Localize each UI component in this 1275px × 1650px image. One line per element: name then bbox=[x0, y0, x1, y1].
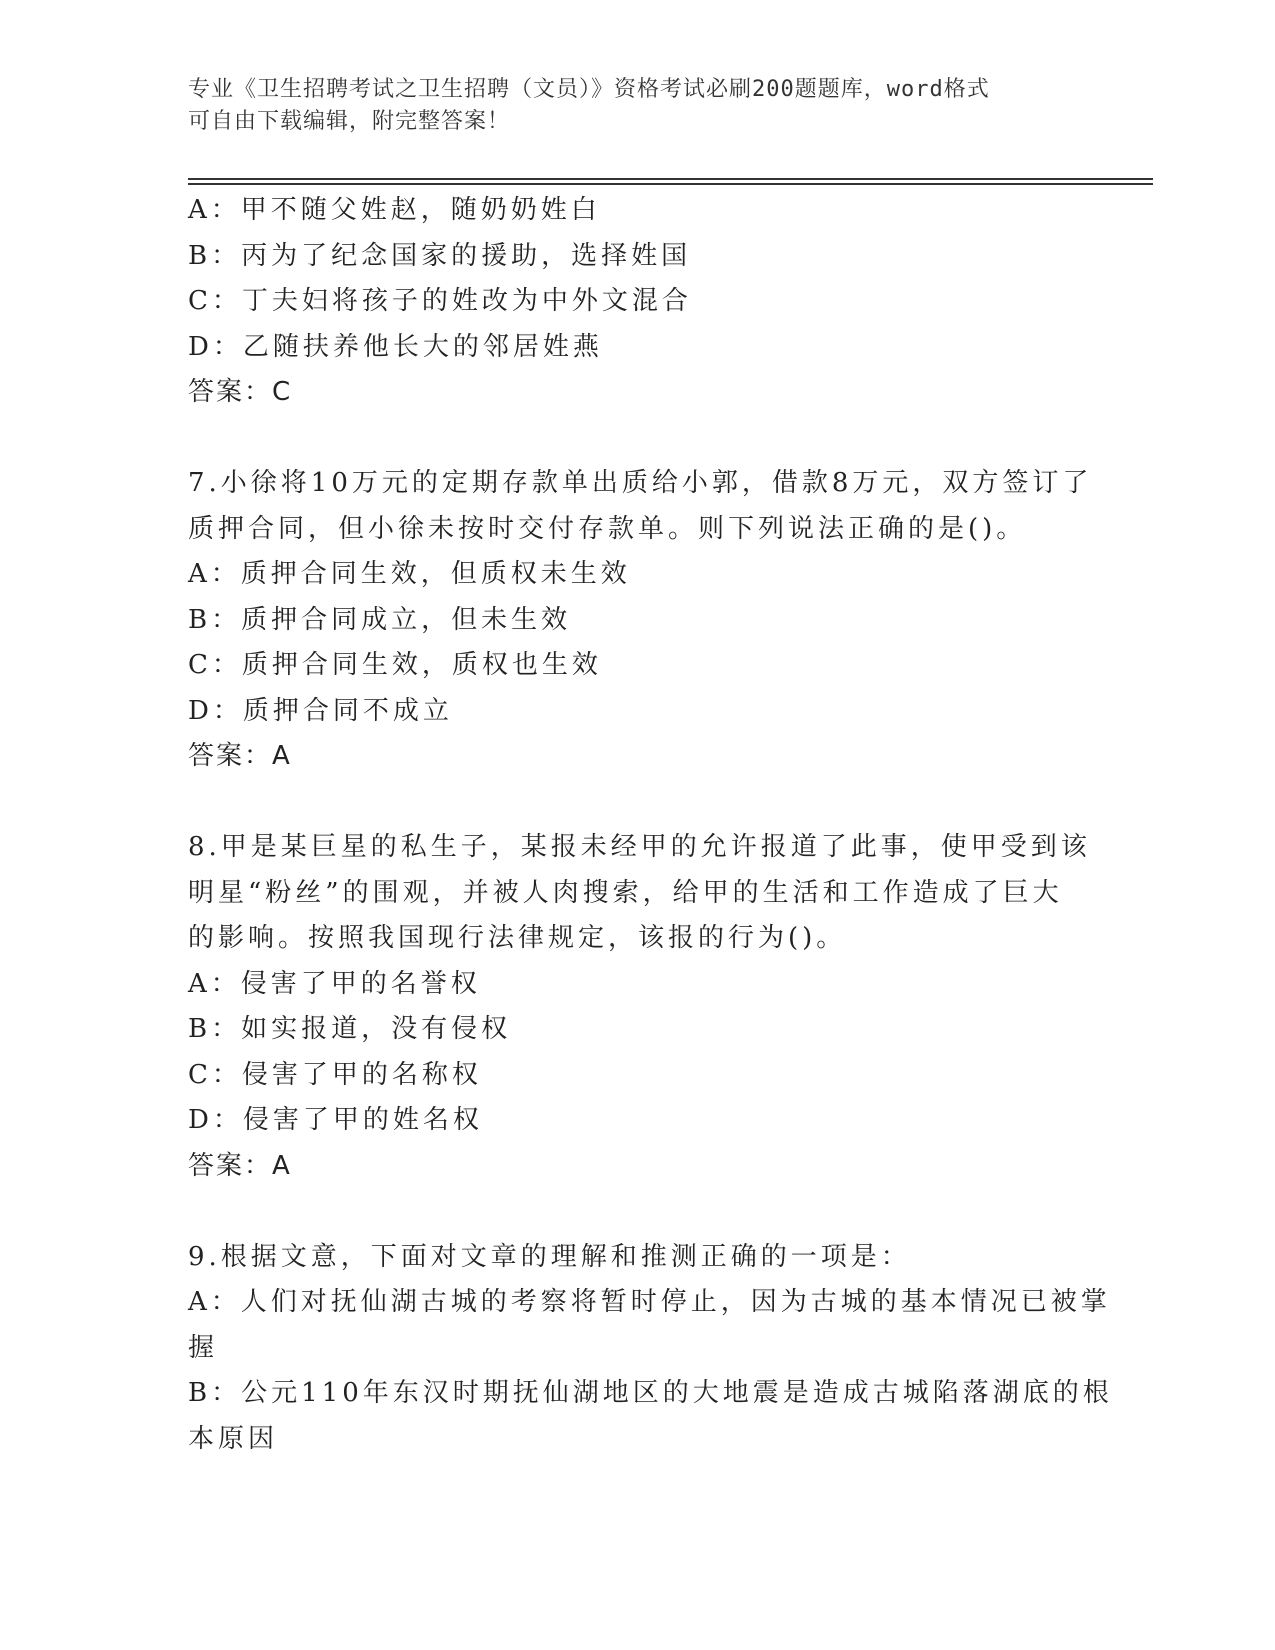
q8-answer: 答案：A bbox=[188, 1150, 292, 1181]
q9-option-a-line-2: 握 bbox=[188, 1332, 219, 1363]
q7-stem-line-2: 质押合同，但小徐未按时交付存款单。则下列说法正确的是()。 bbox=[188, 513, 1027, 544]
q6-option-d: D：乙随扶养他长大的邻居姓燕 bbox=[188, 331, 603, 362]
question-8 bbox=[188, 825, 1091, 1189]
document-body bbox=[188, 188, 1113, 1462]
question-9 bbox=[188, 1235, 1113, 1463]
q9-option-a-line-1: A：人们对抚仙湖古城的考察将暂时停止，因为古城的基本情况已被掌 bbox=[188, 1287, 1111, 1317]
q6-option-c: C：丁夫妇将孩子的姓改为中外文混合 bbox=[188, 286, 692, 316]
header-line-2: 可自由下载编辑，附完整答案！ bbox=[188, 109, 511, 134]
header-line-1: 专业《卫生招聘考试之卫生招聘（文员）》资格考试必刷200题题库，word格式 bbox=[188, 77, 990, 102]
q8-stem-line-1: 8.甲是某巨星的私生子，某报未经甲的允许报道了此事，使甲受到该 bbox=[188, 832, 1091, 862]
q9-option-b-line-2: 本原因 bbox=[188, 1423, 279, 1454]
q7-stem-line-1: 7.小徐将10万元的定期存款单出质给小郭，借款8万元，双方签订了 bbox=[188, 468, 1093, 498]
q7-option-d: D：质押合同不成立 bbox=[188, 695, 453, 726]
header-divider-top bbox=[188, 178, 1153, 180]
document-header bbox=[188, 74, 1088, 138]
spacer bbox=[188, 780, 1088, 826]
q7-option-c: C：质押合同生效，质权也生效 bbox=[188, 650, 602, 680]
q7-option-a: A：质押合同生效，但质权未生效 bbox=[188, 559, 631, 589]
q9-option-b-line-1: B：公元110年东汉时期抚仙湖地区的大地震是造成古城陷落湖底的根 bbox=[188, 1378, 1113, 1408]
q8-option-d: D：侵害了甲的姓名权 bbox=[188, 1105, 483, 1135]
q7-option-b: B：质押合同成立，但未生效 bbox=[188, 604, 572, 635]
spacer bbox=[188, 1189, 1088, 1235]
q9-stem-line-1: 9.根据文意，下面对文章的理解和推测正确的一项是： bbox=[188, 1241, 911, 1272]
q8-stem-line-2: 明星“粉丝”的围观，并被人肉搜索，给甲的生活和工作造成了巨大 bbox=[188, 877, 1063, 908]
q6-option-b: B：丙为了纪念国家的援助，选择姓国 bbox=[188, 240, 692, 271]
q7-answer: 答案：A bbox=[188, 741, 292, 771]
q8-option-b: B：如实报道，没有侵权 bbox=[188, 1014, 512, 1044]
spacer bbox=[188, 416, 1088, 462]
q8-option-c: C：侵害了甲的名称权 bbox=[188, 1059, 482, 1090]
header-divider-bottom bbox=[188, 183, 1153, 185]
question-7 bbox=[188, 461, 1093, 780]
q8-option-a: A：侵害了甲的名誉权 bbox=[188, 968, 481, 999]
q6-answer: 答案：C bbox=[188, 377, 293, 407]
question-6 bbox=[188, 188, 1088, 416]
q6-option-a: A：甲不随父姓赵，随奶奶姓白 bbox=[188, 195, 601, 225]
q8-stem-line-3: 的影响。按照我国现行法律规定，该报的行为()。 bbox=[188, 923, 847, 953]
